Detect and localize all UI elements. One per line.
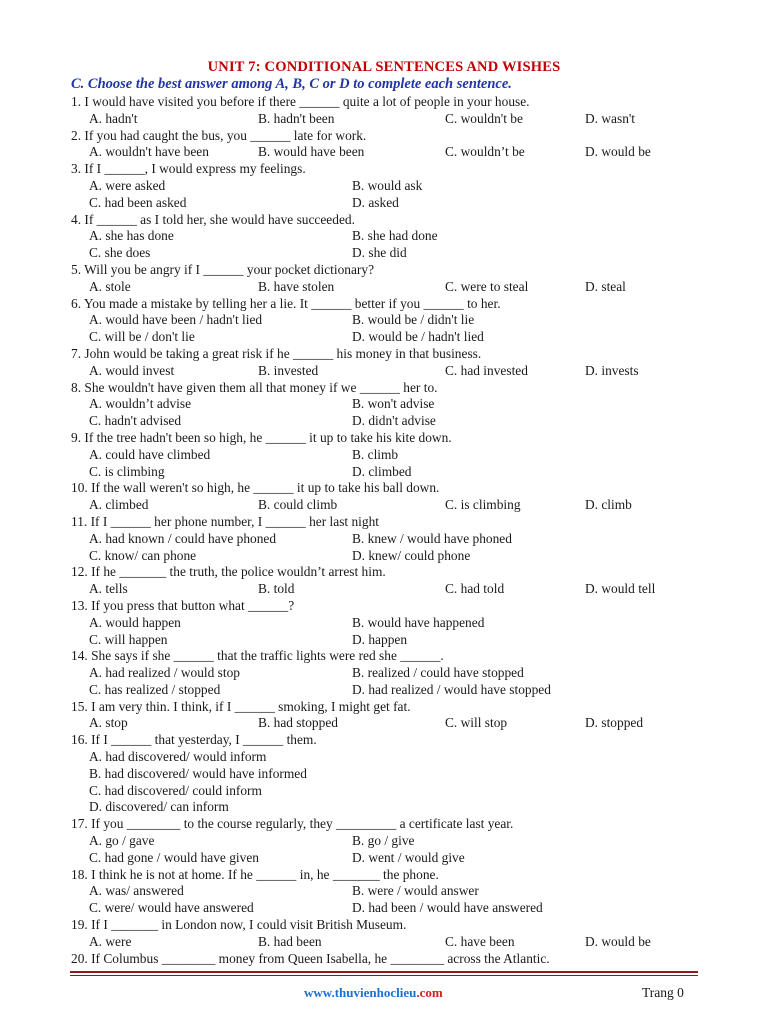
answer-option[interactable]: D. steal bbox=[585, 278, 626, 294]
answer-option[interactable]: C. were to steal bbox=[445, 278, 529, 294]
answer-row bbox=[71, 531, 711, 548]
answer-option[interactable]: A. had realized / would stop bbox=[89, 665, 240, 681]
answer-option[interactable]: A. had discovered/ would inform bbox=[89, 749, 267, 765]
answer-row bbox=[71, 178, 711, 195]
answer-option[interactable]: B. had stopped bbox=[258, 715, 338, 731]
answer-row bbox=[71, 111, 711, 128]
answer-option[interactable]: B. go / give bbox=[352, 833, 415, 849]
answer-option[interactable]: D. went / would give bbox=[352, 849, 465, 865]
footer-url-main: www.thuvienhoclieu bbox=[304, 985, 417, 1000]
footer-divider-thin bbox=[70, 975, 698, 976]
answer-option[interactable]: A. would happen bbox=[89, 614, 181, 630]
answer-option[interactable]: B. have stolen bbox=[258, 278, 335, 294]
answer-option[interactable]: D. wasn't bbox=[585, 110, 636, 126]
answer-option[interactable]: D. she did bbox=[352, 245, 407, 261]
answer-option[interactable]: A. would invest bbox=[89, 362, 175, 378]
answer-option[interactable]: B. knew / would have phoned bbox=[352, 530, 512, 546]
answer-option[interactable]: A. climbed bbox=[89, 497, 149, 513]
answer-option[interactable]: B. realized / could have stopped bbox=[352, 665, 524, 681]
answer-row bbox=[71, 749, 711, 766]
question-stem: 14. She says if she ______ that the traffic lights were red she ______. bbox=[71, 648, 444, 664]
question-stem: 11. If I ______ her phone number, I ______ her last night bbox=[71, 513, 380, 529]
answer-option[interactable]: A. would have been / hadn't lied bbox=[89, 312, 263, 328]
answer-row bbox=[71, 783, 711, 800]
answer-row bbox=[71, 615, 711, 632]
answer-option[interactable]: D. would tell bbox=[585, 581, 656, 597]
answer-option[interactable]: A. were bbox=[89, 933, 132, 949]
answer-option[interactable]: C. is climbing bbox=[445, 497, 521, 513]
answer-option[interactable]: B. she had done bbox=[352, 228, 438, 244]
question-stem: 7. John would be taking a great risk if he ______ his money in that business. bbox=[71, 345, 482, 361]
answer-option[interactable]: A. stole bbox=[89, 278, 131, 294]
answer-option[interactable]: A. wouldn't have been bbox=[89, 144, 209, 160]
answer-option[interactable]: C. had invested bbox=[445, 362, 528, 378]
answer-option[interactable]: D. knew/ could phone bbox=[352, 547, 471, 563]
answer-row bbox=[71, 447, 711, 464]
answer-option[interactable]: C. were/ would have answered bbox=[89, 900, 254, 916]
page-number: Trang 0 bbox=[642, 985, 684, 1000]
answer-option[interactable]: C. will be / don't lie bbox=[89, 329, 195, 345]
answer-option[interactable]: A. tells bbox=[89, 581, 128, 597]
answer-option[interactable]: B. won't advise bbox=[352, 396, 435, 412]
answer-option[interactable]: B. were / would answer bbox=[352, 883, 479, 899]
answer-option[interactable]: C. she does bbox=[89, 245, 151, 261]
answer-option[interactable]: C. will happen bbox=[89, 631, 168, 647]
answer-option[interactable]: B. told bbox=[258, 581, 295, 597]
question-stem: 16. If I ______ that yesterday, I ______ them. bbox=[71, 732, 317, 748]
answer-option[interactable]: A. stop bbox=[89, 715, 128, 731]
answer-option[interactable]: D. would be bbox=[585, 933, 651, 949]
answer-option[interactable]: C. has realized / stopped bbox=[89, 681, 221, 697]
answer-row bbox=[71, 329, 711, 346]
answer-option[interactable]: A. wouldn’t advise bbox=[89, 396, 192, 412]
answer-option[interactable]: B. could climb bbox=[258, 497, 338, 513]
answer-row bbox=[71, 883, 711, 900]
answer-option[interactable]: C. wouldn't be bbox=[445, 110, 523, 126]
question-stem: 6. You made a mistake by telling her a lie. It ______ better if you ______ to her. bbox=[71, 295, 501, 311]
answer-row bbox=[71, 497, 711, 514]
question-stem: 9. If the tree hadn't been so high, he ______ it up to take his kite down. bbox=[71, 429, 452, 445]
answer-option[interactable]: D. had realized / would have stopped bbox=[352, 681, 551, 697]
answer-option[interactable]: B. had discovered/ would have informed bbox=[89, 765, 307, 781]
answer-row bbox=[71, 665, 711, 682]
answer-option[interactable]: D. invests bbox=[585, 362, 639, 378]
answer-row bbox=[71, 581, 711, 598]
answer-option[interactable]: B. would ask bbox=[352, 177, 423, 193]
answer-option[interactable]: B. invested bbox=[258, 362, 319, 378]
answer-option[interactable]: A. was/ answered bbox=[89, 883, 184, 899]
question-stem: 4. If ______ as I told her, she would have succeeded. bbox=[71, 211, 355, 227]
answer-option[interactable]: B. hadn't been bbox=[258, 110, 335, 126]
answer-row bbox=[71, 682, 711, 699]
answer-option[interactable]: B. would have been bbox=[258, 144, 365, 160]
question-stem: 13. If you press that button what ______? bbox=[71, 597, 295, 613]
answer-row bbox=[71, 900, 711, 917]
question-stem: 20. If Columbus ________ money from Queen Isabella, he ________ across the Atlantic. bbox=[71, 950, 550, 966]
answer-row bbox=[71, 195, 711, 212]
answer-option[interactable]: A. go / gave bbox=[89, 833, 155, 849]
answer-row bbox=[71, 245, 711, 262]
question-stem: 19. If I _______ in London now, I could visit British Museum. bbox=[71, 917, 407, 933]
answer-row bbox=[71, 363, 711, 380]
instruction-text: C. Choose the best answer among A, B, C or D to complete each sentence. bbox=[71, 76, 512, 92]
answer-row bbox=[71, 228, 711, 245]
answer-option[interactable]: A. hadn't bbox=[89, 110, 138, 126]
question-stem: 15. I am very thin. I think, if I ______ smoking, I might get fat. bbox=[71, 698, 411, 714]
answer-option[interactable]: D. stopped bbox=[585, 715, 644, 731]
answer-row bbox=[71, 464, 711, 481]
question-list bbox=[71, 94, 711, 967]
question-stem: 17. If you ________ to the course regularly, they _________ a certificate last year. bbox=[71, 816, 514, 832]
answer-option[interactable]: D. climbed bbox=[352, 463, 412, 479]
answer-option[interactable]: D. happen bbox=[352, 631, 408, 647]
question-stem: 1. I would have visited you before if there ______ quite a lot of people in your house. bbox=[71, 94, 530, 109]
answer-option[interactable]: C. will stop bbox=[445, 715, 508, 731]
answer-row bbox=[71, 766, 711, 783]
answer-option[interactable]: C. had been asked bbox=[89, 194, 187, 210]
answer-option[interactable]: A. could have climbed bbox=[89, 446, 211, 462]
answer-option[interactable]: C. hadn't advised bbox=[89, 413, 182, 429]
answer-row bbox=[71, 413, 711, 430]
answer-row bbox=[71, 396, 711, 413]
answer-option[interactable]: B. had been bbox=[258, 933, 322, 949]
answer-option[interactable]: D. didn't advise bbox=[352, 413, 436, 429]
unit-title: UNIT 7: CONDITIONAL SENTENCES AND WISHES bbox=[207, 59, 561, 75]
answer-option[interactable]: D. asked bbox=[352, 194, 399, 210]
answer-row bbox=[71, 715, 711, 732]
question-stem: 3. If I ______, I would express my feelings. bbox=[71, 161, 306, 177]
answer-option[interactable]: C. know/ can phone bbox=[89, 547, 197, 563]
answer-option[interactable]: C. is climbing bbox=[89, 463, 165, 479]
answer-row bbox=[71, 548, 711, 565]
answer-option[interactable]: B. climb bbox=[352, 446, 399, 462]
question-stem: 2. If you had caught the bus, you ______ late for work. bbox=[71, 127, 367, 143]
answer-option[interactable]: C. had gone / would have given bbox=[89, 849, 259, 865]
question-stem: 12. If he _______ the truth, the police wouldn’t arrest him. bbox=[71, 564, 386, 580]
answer-option[interactable]: D. climb bbox=[585, 497, 632, 513]
answer-row bbox=[71, 799, 711, 816]
footer-url-tld: .com bbox=[416, 985, 443, 1000]
question-stem: 18. I think he is not at home. If he ______ in, he _______ the phone. bbox=[71, 866, 439, 882]
answer-option[interactable]: D. would be bbox=[585, 144, 651, 160]
answer-option[interactable]: B. would have happened bbox=[352, 614, 485, 630]
answer-row bbox=[71, 632, 711, 649]
answer-row bbox=[71, 833, 711, 850]
answer-option[interactable]: C. had told bbox=[445, 581, 505, 597]
answer-row bbox=[71, 850, 711, 867]
question-stem: 10. If the wall weren't so high, he ______ it up to take his ball down. bbox=[71, 480, 440, 496]
answer-option[interactable]: C. had discovered/ could inform bbox=[89, 782, 262, 798]
answer-option[interactable]: D. would be / hadn't lied bbox=[352, 329, 484, 345]
answer-option[interactable]: C. wouldn’t be bbox=[445, 144, 525, 160]
answer-option[interactable]: A. had known / could have phoned bbox=[89, 530, 277, 546]
footer-divider bbox=[70, 971, 698, 973]
question-stem: 5. Will you be angry if I ______ your pocket dictionary? bbox=[71, 261, 375, 277]
answer-option[interactable]: B. would be / didn't lie bbox=[352, 312, 475, 328]
answer-option[interactable]: C. have been bbox=[445, 933, 515, 949]
question-stem: 8. She wouldn't have given them all that money if we ______ her to. bbox=[71, 379, 438, 395]
answer-row bbox=[71, 279, 711, 296]
answer-row bbox=[71, 934, 711, 951]
footer-website-link[interactable] bbox=[304, 985, 443, 1001]
answer-row bbox=[71, 144, 711, 161]
answer-row bbox=[71, 312, 711, 329]
answer-option[interactable]: D. discovered/ can inform bbox=[89, 799, 229, 815]
answer-option[interactable]: A. were asked bbox=[89, 177, 166, 193]
answer-option[interactable]: A. she has done bbox=[89, 228, 174, 244]
answer-option[interactable]: D. had been / would have answered bbox=[352, 900, 543, 916]
